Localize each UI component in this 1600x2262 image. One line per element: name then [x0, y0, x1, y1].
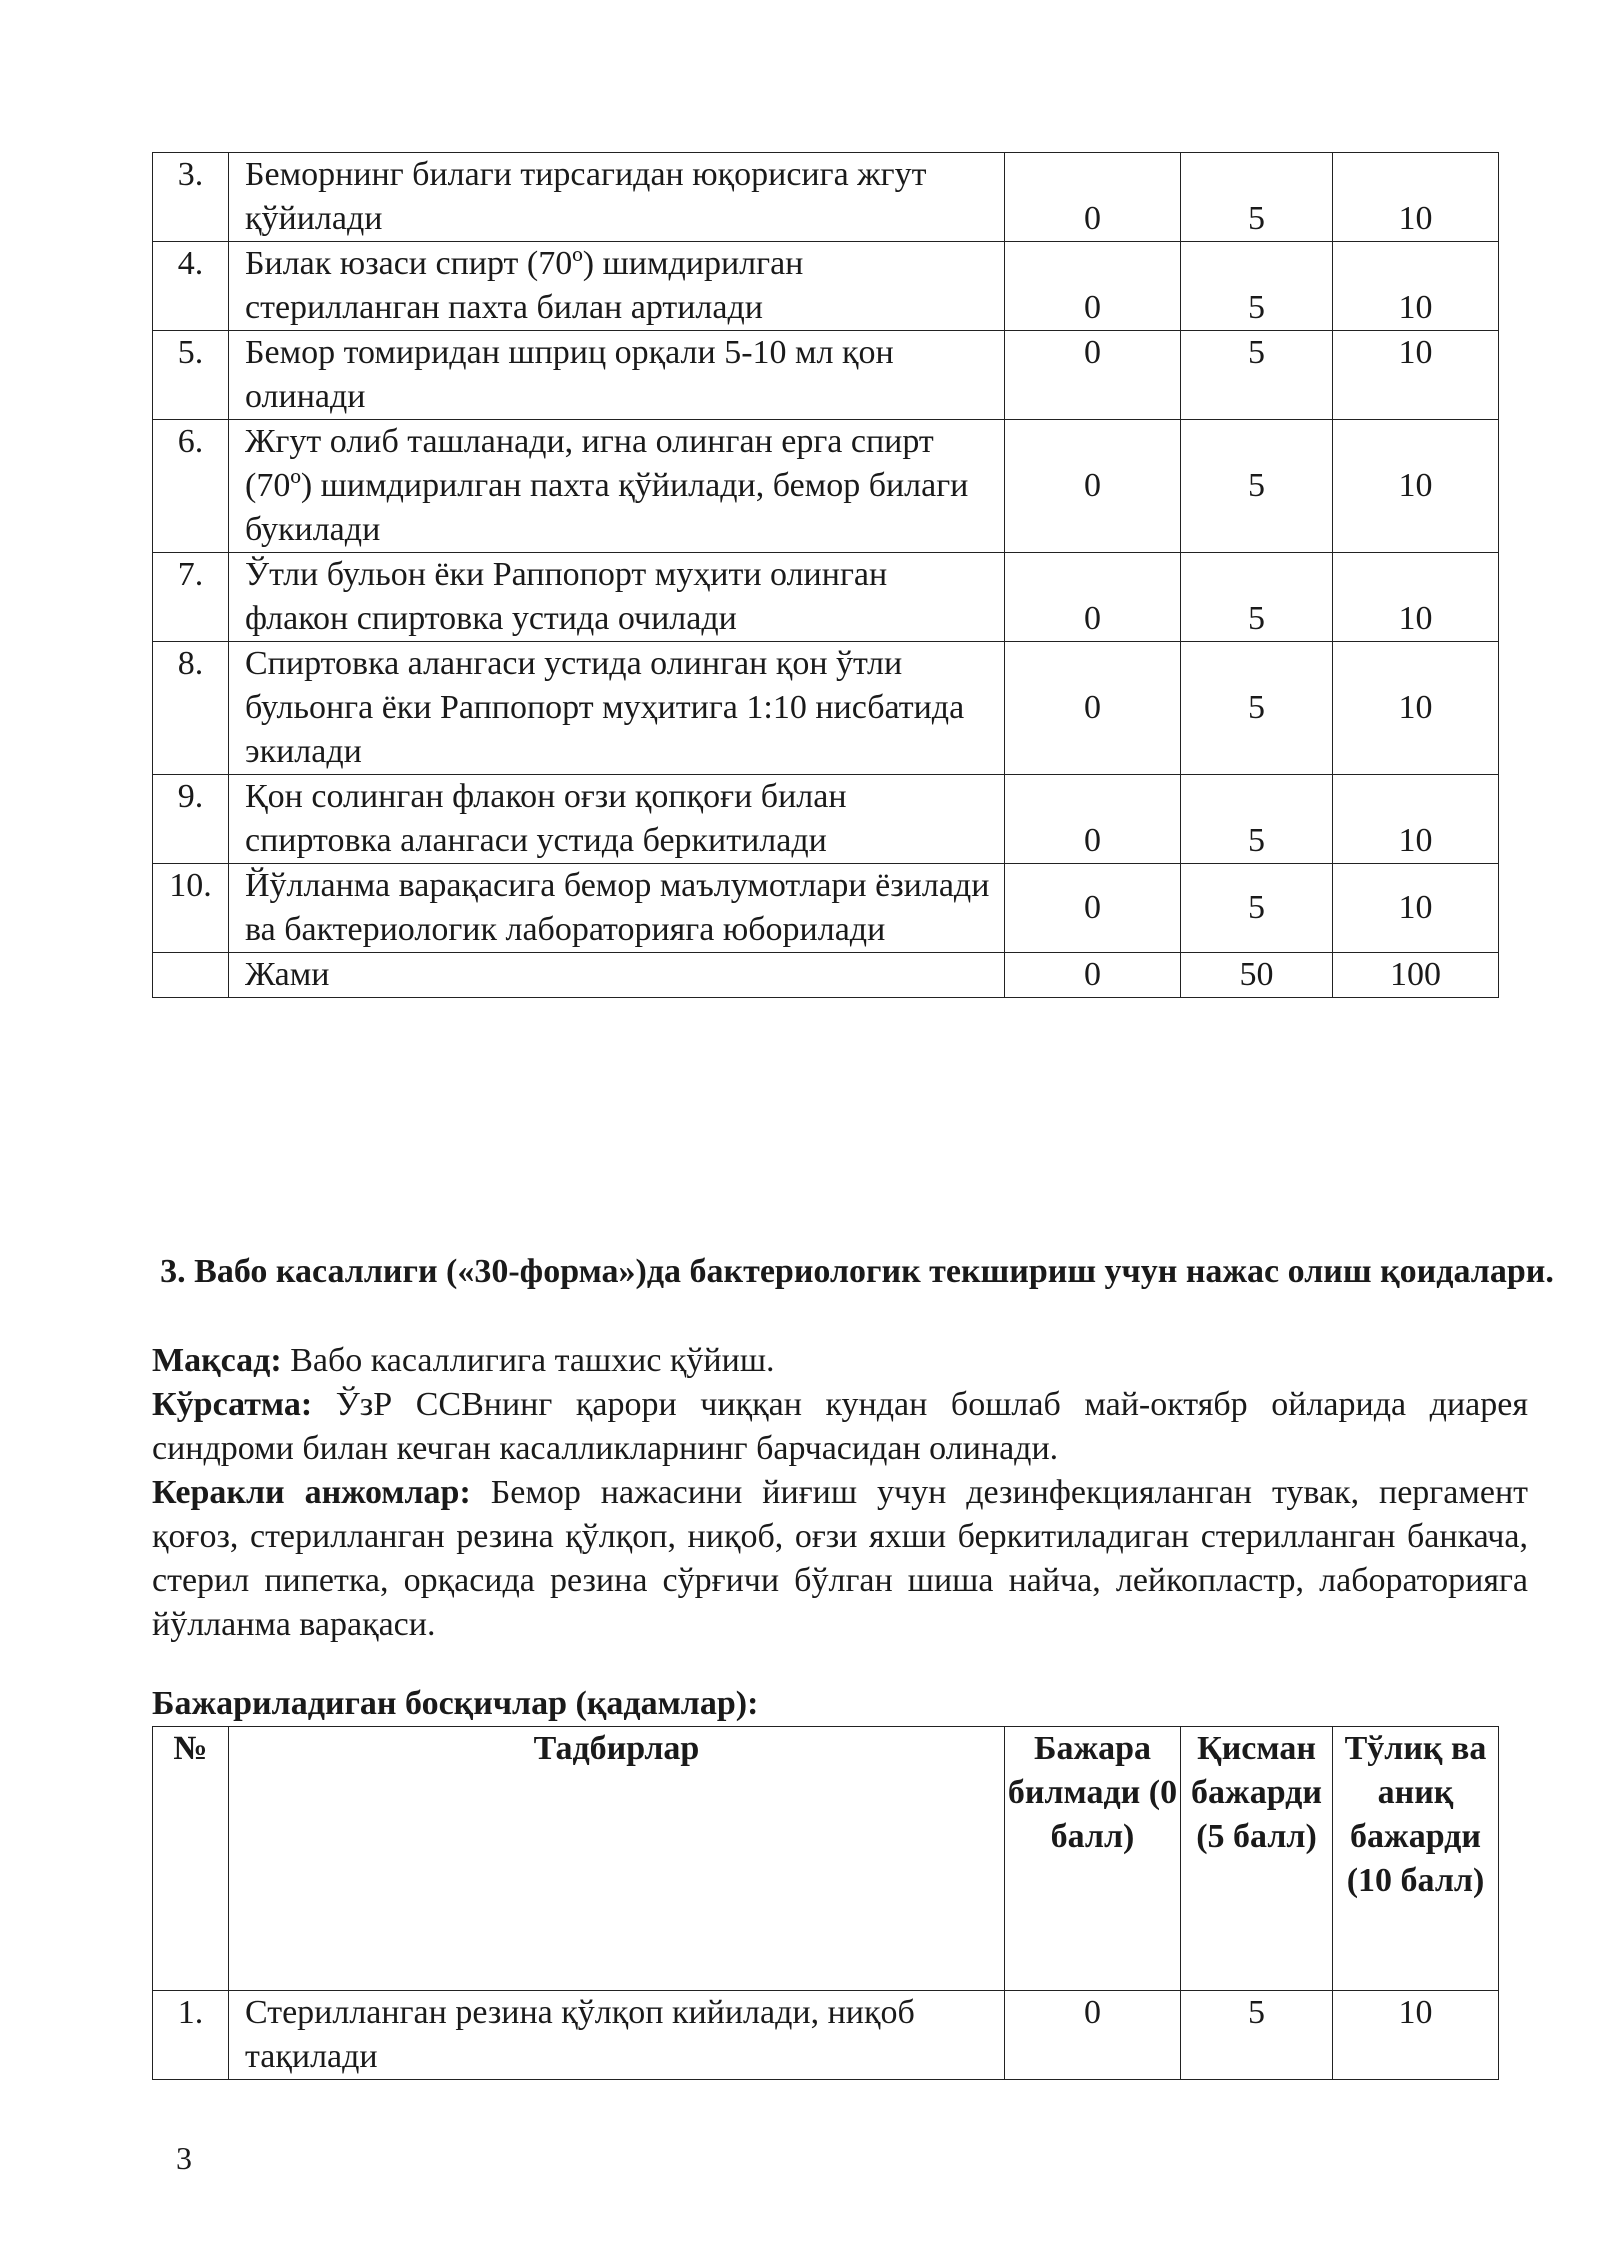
score-ten: 10 [1333, 553, 1499, 642]
score-zero: 0 [1005, 1991, 1181, 2080]
row-text: Билак юзаси спирт (70º) шимдирилган стерилланган пахта билан артилади [229, 242, 1005, 331]
row-number: 4. [153, 242, 229, 331]
score-five: 5 [1181, 864, 1333, 953]
score-five: 5 [1181, 331, 1333, 420]
indication-text: ЎзР ССВнинг қарори чиққан кундан бошлаб май-октябр ойларида диарея синдроми билан кечган касалликларнинг барчасидан олинади. [152, 1386, 1528, 1467]
row-text: Жгут олиб ташланади, игна олинган ерга спирт (70º) шимдирилган пахта қўйилади, бемор билаги букилади [229, 420, 1005, 553]
score-zero: 0 [1005, 775, 1181, 864]
steps-table [152, 1726, 1499, 2080]
score-ten: 10 [1333, 1991, 1499, 2080]
indication-label: Кўрсатма: [152, 1386, 313, 1423]
table-row [153, 420, 1499, 553]
row-text: Қон солинган флакон оғзи қопқоғи билан спиртовка алангаси устида беркитилади [229, 775, 1005, 864]
scoring-table-continued [152, 152, 1499, 998]
score-five: 5 [1181, 420, 1333, 553]
score-ten: 10 [1333, 153, 1499, 242]
row-text: Жами [229, 953, 1005, 998]
equipment-text: Бемор нажасини йиғиш учун дезинфекцияланган тувак, пергамент қоғоз, стерилланган резина қўлқоп, ниқоб, оғзи яхши беркитиладиган стерилланган банкача, стерил пипетка, орқасида резина сўрғичи бўлган шиша найча, лейкопластр, лабораторияга йўлланма варақаси. [152, 1474, 1528, 1643]
score-five: 5 [1181, 242, 1333, 331]
table-row [153, 864, 1499, 953]
score-five: 50 [1181, 953, 1333, 998]
row-number: 9. [153, 775, 229, 864]
row-number: 3. [153, 153, 229, 242]
row-text: Беморнинг билаги тирсагидан юқорисига жгут қўйилади [229, 153, 1005, 242]
table-header-row [153, 1727, 1499, 1991]
row-number: 5. [153, 331, 229, 420]
score-five: 5 [1181, 153, 1333, 242]
row-text: Спиртовка алангаси устида олинган қон ўтли бульонга ёки Раппопорт муҳитига 1:10 нисбатида экилади [229, 642, 1005, 775]
score-five: 5 [1181, 553, 1333, 642]
score-five: 5 [1181, 642, 1333, 775]
score-ten: 100 [1333, 953, 1499, 998]
table-row [153, 553, 1499, 642]
header-events: Тадбирлар [229, 1727, 1005, 1991]
score-zero: 0 [1005, 242, 1181, 331]
table-body [153, 1991, 1499, 2080]
header-number: № [153, 1727, 229, 1991]
score-ten: 10 [1333, 331, 1499, 420]
score-zero: 0 [1005, 953, 1181, 998]
table-row [153, 153, 1499, 242]
table-row [153, 642, 1499, 775]
row-number: 6. [153, 420, 229, 553]
page-number: 3 [176, 2140, 192, 2176]
score-ten: 10 [1333, 420, 1499, 553]
header-not-done: Бажара билмади (0 балл) [1005, 1727, 1181, 1991]
row-text: Йўлланма варақасига бемор маълумотлари ёзилади ва бактериологик лабораторияга юборилади [229, 864, 1005, 953]
purpose-label: Мақсад: [152, 1342, 282, 1379]
score-zero: 0 [1005, 331, 1181, 420]
header-full: Тўлиқ ва аниқ бажарди (10 балл) [1333, 1727, 1499, 1991]
indication-paragraph [152, 1383, 1528, 1471]
table-row [153, 775, 1499, 864]
purpose-paragraph [152, 1339, 1528, 1383]
score-zero: 0 [1005, 864, 1181, 953]
score-five: 5 [1181, 775, 1333, 864]
row-text: Ўтли бульон ёки Раппопорт муҳити олинган флакон спиртовка устида очилади [229, 553, 1005, 642]
row-text: Бемор томиридан шприц орқали 5-10 мл қон олинади [229, 331, 1005, 420]
row-number [153, 953, 229, 998]
row-text: Стерилланган резина қўлқоп кийилади, ниқоб тақилади [229, 1991, 1005, 2080]
table-row [153, 331, 1499, 420]
table-row [153, 1991, 1499, 2080]
score-zero: 0 [1005, 553, 1181, 642]
steps-heading: Бажариладиган босқичлар (қадамлар): [152, 1685, 759, 1722]
row-number: 1. [153, 1991, 229, 2080]
equipment-paragraph [152, 1471, 1528, 1647]
row-number: 7. [153, 553, 229, 642]
header-partial: Қисман бажарди (5 балл) [1181, 1727, 1333, 1991]
section-title: 3. Вабо касаллиги («30-форма»)да бактериологик текшириш учун нажас олиш қоидалари. [160, 1253, 1554, 1290]
score-ten: 10 [1333, 775, 1499, 864]
score-zero: 0 [1005, 642, 1181, 775]
table-body [153, 153, 1499, 998]
score-ten: 10 [1333, 242, 1499, 331]
table-row [153, 242, 1499, 331]
score-zero: 0 [1005, 153, 1181, 242]
row-number: 8. [153, 642, 229, 775]
table-row [153, 953, 1499, 998]
score-ten: 10 [1333, 642, 1499, 775]
score-zero: 0 [1005, 420, 1181, 553]
score-five: 5 [1181, 1991, 1333, 2080]
equipment-label: Керакли анжомлар: [152, 1474, 471, 1511]
score-ten: 10 [1333, 864, 1499, 953]
purpose-text: Вабо касаллигига ташхис қўйиш. [281, 1342, 775, 1379]
row-number: 10. [153, 864, 229, 953]
